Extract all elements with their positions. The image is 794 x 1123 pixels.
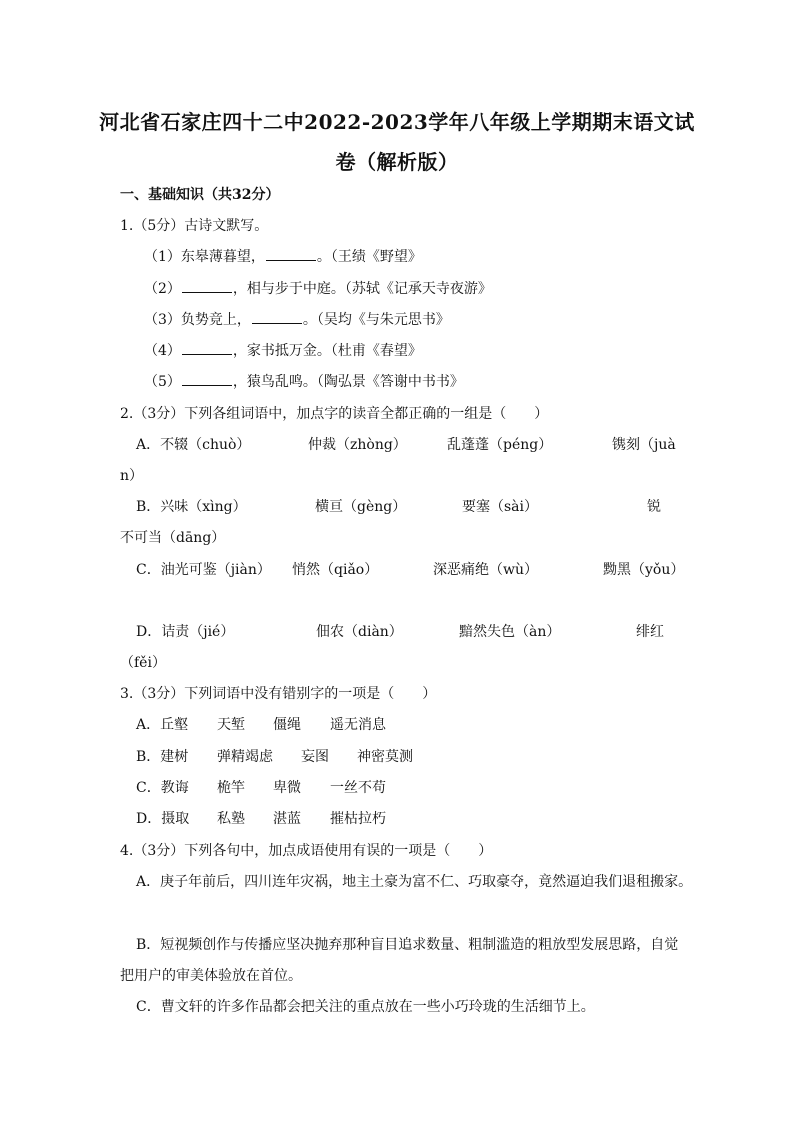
q3-option-c-3: 卑微 xyxy=(273,780,301,796)
q3-option-a-2: 天堑 xyxy=(217,717,245,733)
q4-option-c: C．曹文轩的许多作品都会把关注的重点放在一些小巧玲珑的生活细节上。 xyxy=(136,999,595,1015)
q3-option-d-1: D．摄取 xyxy=(136,811,190,827)
q2-option-b-2: 横亘（gèng） xyxy=(315,499,407,515)
q3-option-c-1: C．教诲 xyxy=(136,780,189,796)
question-1-stem: 1.（5分）古诗文默写。 xyxy=(120,218,269,234)
question-4-stem: 4.（3分）下列各句中，加点成语使用有误的一项是（ ） xyxy=(120,843,493,859)
q2-option-b-3: 要塞（sài） xyxy=(462,499,539,515)
question-1-item-5 xyxy=(144,373,464,391)
q3-option-a-3: 僵绳 xyxy=(273,717,301,733)
q3-option-a-4: 遥无消息 xyxy=(330,717,386,733)
q2-option-b-1: B．兴味（xìng） xyxy=(136,499,247,515)
q2-option-a-2: 仲裁（zhòng） xyxy=(308,437,407,453)
answer-blank xyxy=(252,312,302,324)
item-text: ，相与步于中庭。（苏轼《记承天寺夜游》 xyxy=(232,281,492,297)
question-1-item-2 xyxy=(144,280,492,298)
q3-option-b-2: 弹精竭虑 xyxy=(217,749,273,765)
q2-option-b-5: 不可当（dāng） xyxy=(120,530,226,546)
q3-option-b-3: 妄图 xyxy=(301,749,329,765)
q3-option-d-3: 湛蓝 xyxy=(273,811,301,827)
item-text: 。（吴均《与朱元思书》 xyxy=(302,312,450,328)
answer-blank xyxy=(266,249,316,261)
q3-option-a-1: A．丘壑 xyxy=(136,717,189,733)
q2-option-c-4: 黝黑（yǒu） xyxy=(603,562,685,578)
item-text: （2） xyxy=(144,281,181,297)
q2-option-a-1: A．不辍（chuò） xyxy=(136,437,251,453)
q3-option-c-4: 一丝不苟 xyxy=(330,780,386,796)
q3-option-b-1: B．建树 xyxy=(136,749,189,765)
q3-option-c-2: 桅竿 xyxy=(217,780,245,796)
question-1-item-1 xyxy=(144,248,422,266)
answer-blank xyxy=(182,374,232,386)
q2-option-a-5: n） xyxy=(120,468,144,484)
q2-option-d-5: （fěi） xyxy=(120,655,166,671)
item-text: （3）负势竞上， xyxy=(144,312,251,328)
q2-option-d-1: D．诘责（jié） xyxy=(136,624,235,640)
q2-option-a-3: 乱蓬蓬（péng） xyxy=(447,437,553,453)
q2-option-d-3: 黯然失色（àn） xyxy=(459,624,561,640)
answer-blank xyxy=(182,281,232,293)
q2-option-d-2: 佃农（diàn） xyxy=(316,624,403,640)
q3-option-d-4: 摧枯拉朽 xyxy=(330,811,386,827)
item-text: （5） xyxy=(144,374,181,390)
answer-blank xyxy=(182,343,232,355)
question-1-item-4 xyxy=(144,342,422,360)
item-text: （4） xyxy=(144,343,181,359)
q3-option-b-4: 神密莫测 xyxy=(357,749,413,765)
item-text: （1）东皋薄暮望， xyxy=(144,249,265,265)
q2-option-b-4: 锐 xyxy=(647,499,661,515)
q4-option-b-line-1: B．短视频创作与传播应坚决抛弃那种盲目追求数量、粗制滥造的粗放型发展思路，自觉 xyxy=(136,937,679,953)
question-3-stem: 3.（3分）下列词语中没有错别字的一项是（ ） xyxy=(120,686,437,702)
question-1-item-3 xyxy=(144,311,450,329)
item-text: 。（王绩《野望》 xyxy=(316,249,422,265)
question-2-stem: 2.（3分）下列各组词语中，加点字的读音全都正确的一组是（ ） xyxy=(120,406,549,422)
q2-option-c-3: 深恶痛绝（wù） xyxy=(433,562,538,578)
q2-option-d-4: 绯红 xyxy=(636,624,664,640)
q2-option-c-1: C．油光可鉴（jiàn） xyxy=(136,562,271,578)
section-heading: 一、基础知识（共32分） xyxy=(120,187,280,203)
q4-option-a: A．庚子年前后，四川连年灾祸，地主土豪为富不仁、巧取豪夺，竟然逼迫我们退租搬家。 xyxy=(136,874,693,890)
q2-option-a-4: 镌刻（juà xyxy=(612,437,676,453)
document-title-line-2: 卷（解析版） xyxy=(335,150,459,174)
item-text: ，猿鸟乱鸣。（陶弘景《答谢中书书》 xyxy=(232,374,464,390)
item-text: ，家书抵万金。（杜甫《春望》 xyxy=(232,343,422,359)
q4-option-b-line-2: 把用户的审美体验放在首位。 xyxy=(120,968,302,984)
q3-option-d-2: 私塾 xyxy=(217,811,245,827)
document-title-line-1: 河北省石家庄四十二中2022-2023学年八年级上学期期末语文试 xyxy=(99,110,695,134)
q2-option-c-2: 悄然（qiǎo） xyxy=(292,562,379,578)
